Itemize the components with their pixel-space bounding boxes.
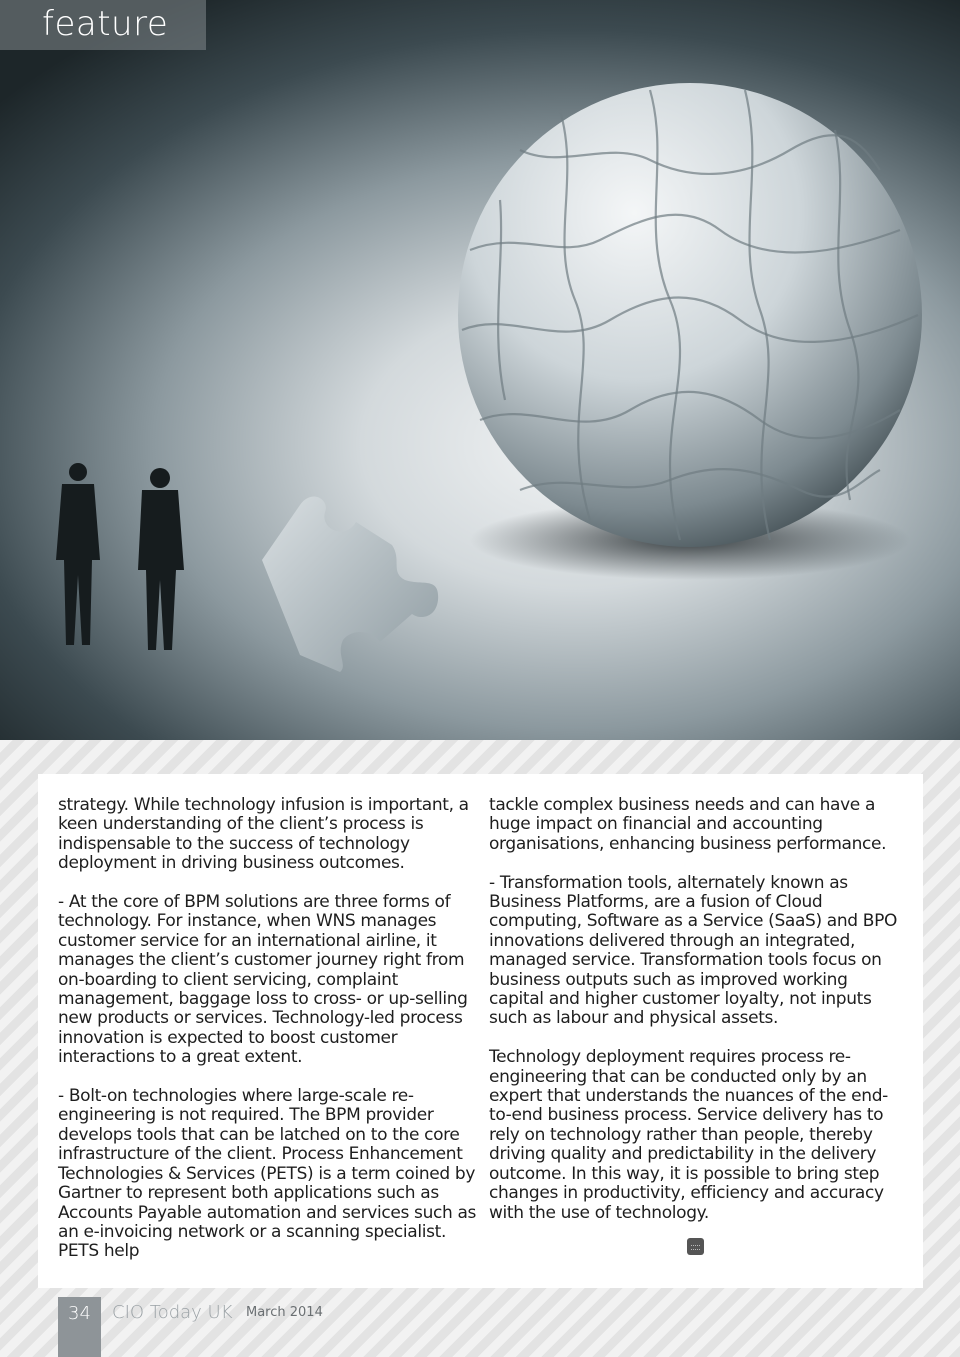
standing-figures (56, 463, 184, 650)
issue-date: March 2014 (246, 1305, 323, 1320)
paragraph: - At the core of BPM solutions are three forms of technology. For instance, when WNS manages customer service for an international airline, it manages the client’s customer journey right from on-boarding to client servicing, complaint management, baggage loss to cross- or up-selling new products or services. Technology-led process innovation is expected to boost customer interactions to a great extent. (58, 892, 468, 1068)
paragraph: strategy. While technology infusion is important, a keen understanding of the client’s process is indispensable to the success of technology deployment in driving business outcomes. (58, 795, 469, 874)
section-label: feature (0, 0, 206, 50)
publication-name: CIO Today UK (112, 1302, 233, 1323)
paragraph: tackle complex business needs and can have a huge impact on financial and accounting organisations, enhancing business performance. (489, 795, 887, 854)
paragraph: Technology deployment requires process re-engineering that can be conducted only by an expert that understands the nuances of the end-to-end business process. Service delivery has to rely on technology rather than people, thereby driving quality and predictability in the delivery outcome. In this way, it is possible to bring step changes in productivity, efficiency and accuracy with the use of technology. (489, 1047, 888, 1223)
paragraph: - Transformation tools, alternately known as Business Platforms, are a fusion of Cloud computing, Software as a Service (SaaS) and BPO innovations delivered through an integrated, managed service. Transformation tools focus on business outputs such as improved working capital and higher customer loyalty, not inputs such as labour and physical assets. (489, 872, 898, 1029)
page-number: 34 (58, 1297, 101, 1357)
loose-puzzle-piece (262, 497, 438, 672)
paragraph: - Bolt-on technologies where large-scale re-engineering is not required. The BPM provider develops tools that can be latched on to the core infrastructure of the client. Process Enhancement Technologies & Services (PETS) is a term coined by Gartner to represent both applications such as Accounts Payable automation and services such as an e-invoicing network or a scanning specialist. PETS help (58, 1086, 477, 1262)
article-left-column (58, 796, 478, 1281)
end-of-article-icon (687, 1238, 704, 1255)
article-right-column (489, 796, 905, 1242)
